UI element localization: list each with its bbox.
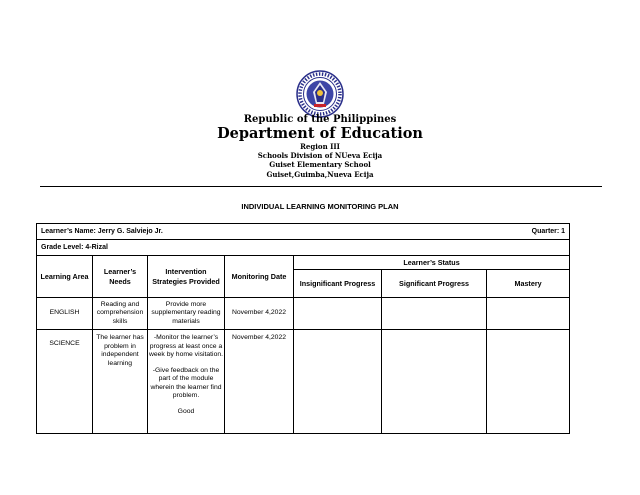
header-divider (40, 186, 602, 187)
row-needs: The learner has problem in independent learning (93, 330, 148, 434)
republic-line: Republic of the Philippines (243, 114, 397, 125)
row-area: SCIENCE (37, 330, 93, 434)
intervention-item: -Give feedback on the part of the module wherein the learner find problem. (150, 366, 222, 399)
department-title: Department of Education (217, 125, 423, 142)
col-learners-status: Learner’s Status (294, 256, 570, 270)
row-intervention (148, 330, 225, 434)
quarter-label: Quarter: 1 (531, 228, 566, 235)
col-mastery: Mastery (487, 270, 570, 298)
row-significant (382, 330, 487, 434)
division-line: Schools Division of NUeva Ecija (257, 151, 383, 160)
table-row (37, 298, 570, 330)
intervention-item: Good (177, 407, 195, 415)
col-learning-area: Learning Area (37, 256, 93, 298)
row-intervention: Provide more supplementary reading materials (148, 298, 225, 330)
intervention-item: -Monitor the learner’s progress at least once a week by home visitation. (148, 334, 224, 358)
col-monitoring-date: Monitoring Date (225, 256, 294, 298)
region-line: Region III (300, 142, 340, 151)
row-significant (382, 298, 487, 330)
row-date: November 4,2022 (225, 330, 294, 434)
school-line: Guiset Elementary School (269, 160, 371, 169)
header-row-1 (37, 256, 570, 270)
learner-name-row (37, 224, 570, 240)
grade-level-row (37, 240, 570, 256)
row-mastery (487, 298, 570, 330)
row-needs: Reading and comprehension skills (93, 298, 148, 330)
monitoring-table (36, 223, 570, 434)
col-significant: Significant Progress (382, 270, 487, 298)
col-intervention: Intervention Strategies Provided (148, 256, 225, 298)
row-insignificant (294, 330, 382, 434)
address-line: Guiset,Guimba,Nueva Ecija (266, 170, 374, 179)
col-learners-needs: Learner’s Needs (93, 256, 148, 298)
learner-name: Learner’s Name: Jerry G. Salviejo Jr. (41, 228, 163, 235)
deped-seal-icon (296, 70, 344, 118)
plan-title: INDIVIDUAL LEARNING MONITORING PLAN (241, 202, 399, 211)
table-row (37, 330, 570, 434)
row-area: ENGLISH (37, 298, 93, 330)
row-mastery (487, 330, 570, 434)
row-date: November 4,2022 (225, 298, 294, 330)
grade-level: Grade Level: 4-Rizal (37, 240, 570, 256)
row-insignificant (294, 298, 382, 330)
col-insignificant: Insignificant Progress (294, 270, 382, 298)
